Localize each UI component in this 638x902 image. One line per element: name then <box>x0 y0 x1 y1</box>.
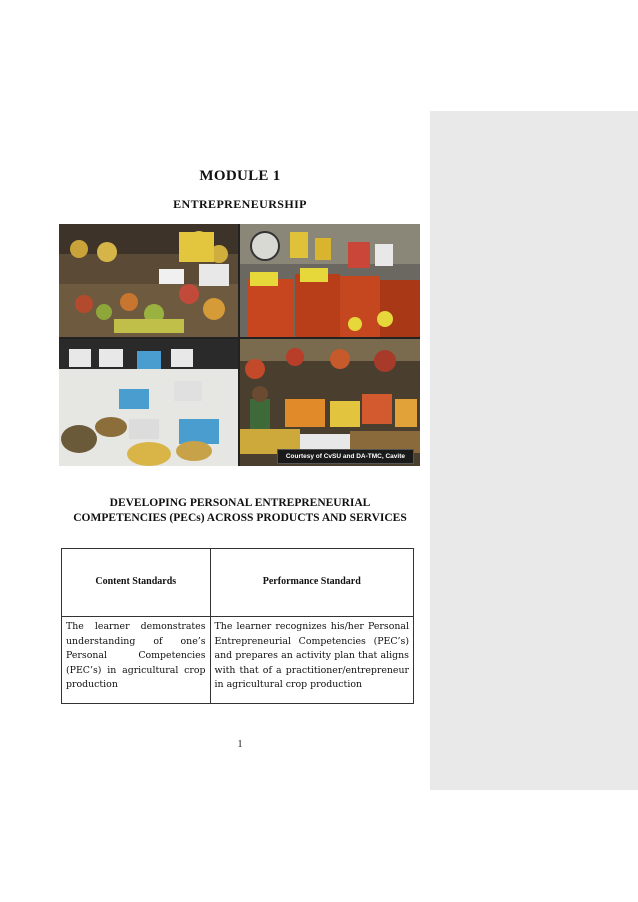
standards-table <box>61 548 414 704</box>
section-heading-line2: COMPETENCIES (PECs) ACROSS PRODUCTS AND SERVICES <box>73 512 407 524</box>
grain-sacks-photo <box>59 339 238 466</box>
table-header-row <box>62 549 414 617</box>
fruit-stall-photo <box>59 224 238 337</box>
comment-sidebar <box>430 111 638 790</box>
photo-credit: Courtesy of CvSU and DA-TMC, Cavite <box>277 449 414 464</box>
module-title: MODULE 1 <box>199 168 281 184</box>
rice-sacks-photo <box>240 224 420 337</box>
table-row <box>62 617 414 704</box>
performance-standard-cell: The learner recognizes his/her Personal Entrepreneurial Competencies (PEC’s) and prepares an activity plan that aligns with that of a practitioner/entrepreneur in agricultural crop production <box>210 617 413 704</box>
market-photo-collage <box>59 224 420 466</box>
page-number: 1 <box>237 739 243 750</box>
section-heading-line1: DEVELOPING PERSONAL ENTREPRENEURIAL <box>109 497 371 509</box>
module-subtitle: ENTREPRENEURSHIP <box>173 197 307 211</box>
fruit-vendor-photo <box>240 339 420 466</box>
content-standard-cell: The learner demonstrates understanding of one’s Personal Competencies (PEC’s) in agricultural crop production <box>62 617 211 704</box>
header-content-standards: Content Standards <box>62 549 211 617</box>
header-performance-standard: Performance Standard <box>210 549 413 617</box>
